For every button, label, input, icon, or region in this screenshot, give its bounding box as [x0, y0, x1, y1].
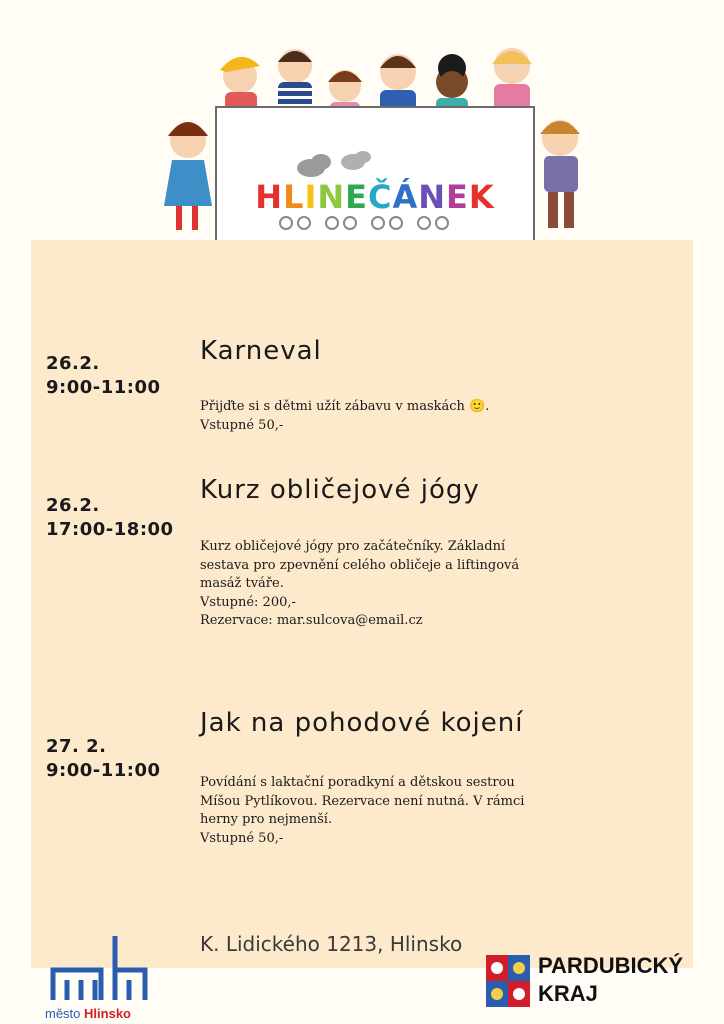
event-date	[46, 735, 161, 783]
event-time: 17:00-18:00	[46, 519, 174, 540]
event-time: 9:00-11:00	[46, 377, 161, 398]
brand-letter: I	[304, 178, 318, 216]
brand-letter: N	[418, 178, 447, 216]
event-date	[46, 352, 161, 400]
brand-letter: Á	[392, 178, 419, 216]
event-date	[46, 494, 174, 542]
brand-letter: E	[345, 178, 369, 216]
event-description: Povídání s laktační poradkyní a dětskou sestrou Míšou Pytlíkovou. Rezervace není nutná. V rámci herny pro nejmenší. Vstupné 50,-	[200, 775, 525, 846]
reservation-email[interactable]: Rezervace: mar.sulcova@email.cz	[200, 613, 423, 628]
brand-letter: Č	[368, 178, 393, 216]
event-day: 26.2.	[46, 495, 100, 516]
event-title: Jak na pohodové kojení	[200, 708, 524, 738]
brand-letter: N	[317, 178, 346, 216]
coat-of-arms-icon	[486, 955, 530, 1007]
event-title: Karneval	[200, 336, 322, 366]
event-time: 9:00-11:00	[46, 760, 161, 781]
event-day: 27. 2.	[46, 736, 107, 757]
brand-letter: L	[283, 178, 305, 216]
event-title: Kurz obličejové jógy	[200, 475, 480, 505]
cloud-icon	[297, 150, 377, 180]
header-illustration	[160, 36, 590, 236]
brand-letter: H	[255, 178, 284, 216]
brand-letter: K	[468, 178, 495, 216]
event-description: Přijďte si s dětmi užít zábavu v maskách 🙂. Vstupné 50,-	[200, 399, 490, 433]
brand-title	[217, 178, 533, 216]
event-day: 26.2.	[46, 353, 100, 374]
event-description: Kurz obličejové jógy pro začátečníky. Základní sestava pro zpevnění celého obličeje a liftingová masáž tváře. Vstupné: 200,- Rezervace: mar.sulcova@email.cz	[200, 538, 580, 631]
region-logo-text: PARDUBICKÝ KRAJ	[538, 953, 684, 1006]
brand-dots	[279, 216, 449, 230]
brand-letter: E	[446, 178, 469, 216]
address: K. Lidického 1213, Hlinsko	[200, 932, 463, 956]
city-logo-text: město Hlinsko	[45, 1006, 131, 1021]
